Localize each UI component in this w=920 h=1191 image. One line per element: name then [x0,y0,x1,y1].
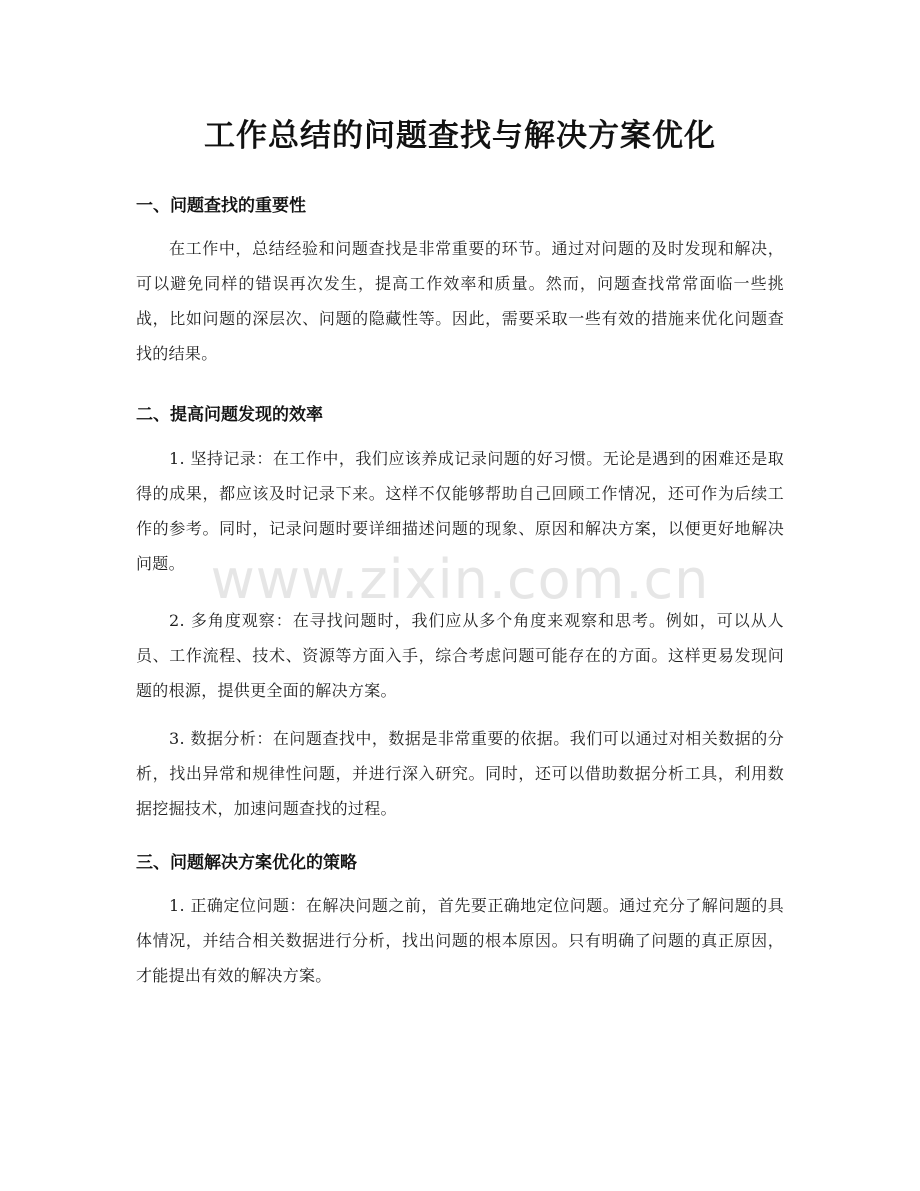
section-heading-1: 一、问题查找的重要性 [136,196,306,216]
section-2-paragraph-2: 2. 多角度观察：在寻找问题时，我们应从多个角度来观察和思考。例如，可以从人员、工作流程、技术、资源等方面入手，综合考虑问题可能存在的方面。这样更易发现问题的根源，提供更全面的解决方案。 [136,611,784,700]
section-2-paragraph-3: 3. 数据分析：在问题查找中，数据是非常重要的依据。我们可以通过对相关数据的分析，找出异常和规律性问题，并进行深入研究。同时，还可以借助数据分析工具，利用数据挖掘技术，加速问题查找的过程。 [136,729,784,818]
watermark: www.zixin.com.cn [210,548,710,611]
page-title: 工作总结的问题查找与解决方案优化 [204,118,716,154]
section-3-paragraph-1: 1. 正确定位问题：在解决问题之前，首先要正确地定位问题。通过充分了解问题的具体情况，并结合相关数据进行分析，找出问题的根本原因。只有明确了问题的真正原因，才能提出有效的解决方案。 [136,896,784,985]
section-1-paragraph-1: 在工作中，总结经验和问题查找是非常重要的环节。通过对问题的及时发现和解决，可以避免同样的错误再次发生，提高工作效率和质量。然而，问题查找常常面临一些挑战，比如问题的深层次、问题的隐藏性等。因此，需要采取一些有效的措施来优化问题查找的结果。 [136,239,784,363]
section-heading-3: 三、问题解决方案优化的策略 [136,853,357,873]
section-2-paragraph-1: 1. 坚持记录：在工作中，我们应该养成记录问题的好习惯。无论是遇到的困难还是取得的成果，都应该及时记录下来。这样不仅能够帮助自己回顾工作情况，还可作为后续工作的参考。同时，记录问题时要详细描述问题的现象、原因和解决方案，以便更好地解决问题。 [136,449,784,573]
section-heading-2: 二、提高问题发现的效率 [136,405,323,425]
